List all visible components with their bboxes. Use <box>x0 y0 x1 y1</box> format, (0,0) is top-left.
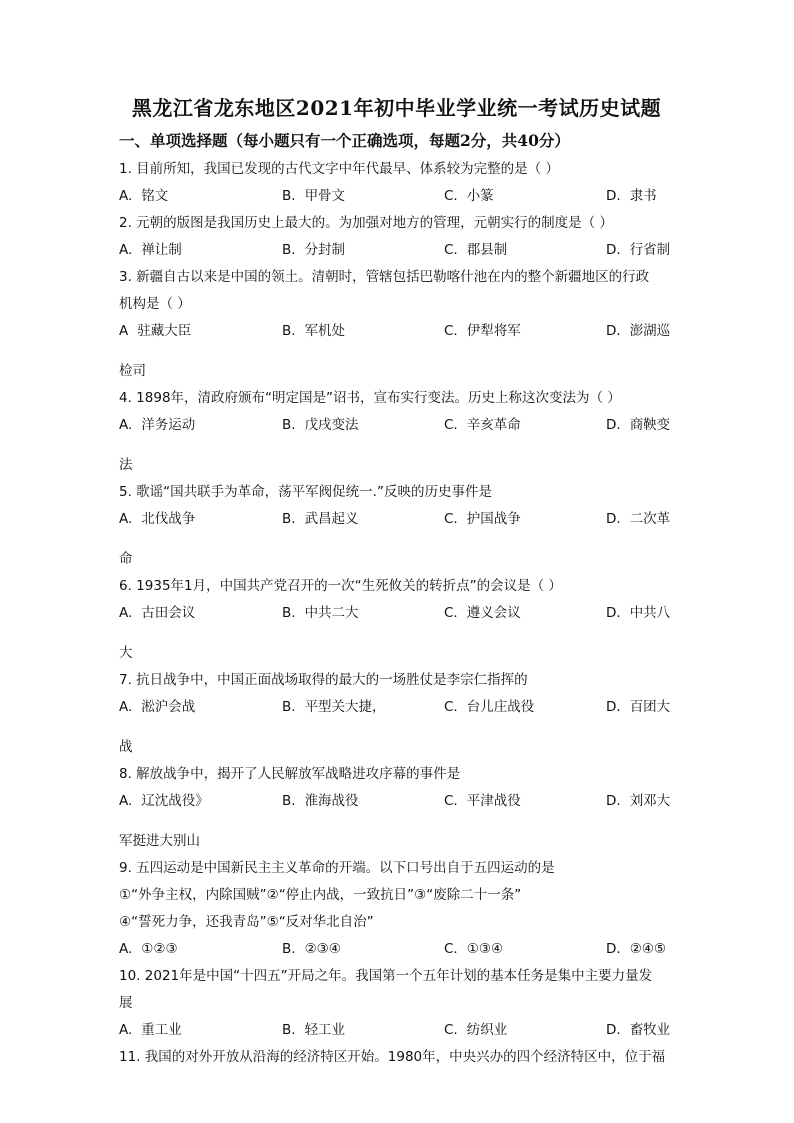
option-letter: D. <box>606 605 621 621</box>
options-row <box>119 237 674 264</box>
options-row <box>119 600 674 640</box>
option-text: 商鞅变 <box>629 417 671 433</box>
question-11 <box>119 1044 674 1071</box>
option-text: 伊犁将军 <box>466 323 521 339</box>
option-text: 纺织业 <box>466 1022 508 1038</box>
option-letter: C. <box>444 605 458 621</box>
question-stem: 机构是（ ） <box>119 296 191 312</box>
question-stem: 11. 我国的对外开放从沿海的经济特区开始。1980年，中央兴办的四个经济特区中，位于福 <box>119 1049 666 1065</box>
section-heading: 一、单项选择题（每小题只有一个正确选项，每题2分，共40分） <box>119 131 570 150</box>
option-text: 军机处 <box>304 323 346 339</box>
option-letter: D. <box>606 417 621 433</box>
question-stem: 8. 解放战争中，揭开了人民解放军战略进攻序幕的事件是 <box>119 766 461 782</box>
option-text: 重工业 <box>141 1022 182 1038</box>
option-d <box>606 237 670 264</box>
question-stem: ①“外争主权，内除国贼”②“停止内战，一致抗日”③“废除二十一条” <box>119 887 522 903</box>
option-letter: B. <box>282 188 296 204</box>
option-letter: D. <box>606 793 621 809</box>
option-c <box>444 694 534 721</box>
option-text: 台儿庄战役 <box>466 699 535 715</box>
option-text: 戊戌变法 <box>304 417 359 433</box>
option-letter: A. <box>119 188 133 204</box>
option-letter: C. <box>444 941 458 957</box>
option-letter: A. <box>119 1022 133 1038</box>
option-a <box>119 1017 182 1044</box>
exam-page <box>119 92 674 1071</box>
question-7 <box>119 667 674 761</box>
question-stem: 2. 元朝的版图是我国历史上最大的。为加强对地方的管理，元朝实行的制度是（ ） <box>119 215 613 231</box>
option-letter: C. <box>444 511 458 527</box>
option-b <box>282 318 345 345</box>
option-d <box>606 1017 670 1044</box>
option-d <box>606 694 670 721</box>
option-b <box>282 183 345 210</box>
question-5 <box>119 479 674 573</box>
question-8 <box>119 761 674 855</box>
option-letter: B. <box>282 511 296 527</box>
option-letter: D. <box>606 699 621 715</box>
option-c <box>444 788 521 815</box>
options-row <box>119 183 674 210</box>
option-letter: B. <box>282 1022 296 1038</box>
option-a <box>119 788 209 815</box>
option-b <box>282 506 359 533</box>
option-letter: C. <box>444 417 458 433</box>
option-d <box>606 412 670 439</box>
option-continuation: 检司 <box>119 363 146 379</box>
option-letter: A. <box>119 699 133 715</box>
question-stem: 9. 五四运动是中国新民主主义革命的开端。以下口号出自于五四运动的是 <box>119 860 555 876</box>
question-stem: 展 <box>119 995 133 1011</box>
option-c <box>444 237 507 264</box>
option-continuation: 战 <box>119 739 133 755</box>
option-continuation: 大 <box>119 645 133 661</box>
option-a <box>119 183 168 210</box>
option-a <box>119 318 191 345</box>
option-text: 畜牧业 <box>629 1022 671 1038</box>
option-text: 洋务运动 <box>141 417 196 433</box>
option-b <box>282 600 359 627</box>
option-d <box>606 600 670 627</box>
question-stem: 1. 目前所知，我国已发现的古代文字中年代最早、体系较为完整的是（ ） <box>119 161 559 177</box>
question-stem: 10. 2021年是中国“十四五”开局之年。我国第一个五年计划的基本任务是集中主要力量发 <box>119 968 653 984</box>
option-c <box>444 936 503 963</box>
options-row <box>119 318 674 358</box>
option-letter: D. <box>606 511 621 527</box>
option-letter: B. <box>282 941 296 957</box>
option-letter: A. <box>119 242 133 258</box>
option-text: 北伐战争 <box>141 511 196 527</box>
options-row <box>119 694 674 734</box>
question-stem: 5. 歌谣“国共联手为革命，荡平军阀促统一.”反映的历史事件是 <box>119 484 492 500</box>
option-d <box>606 788 670 815</box>
question-10 <box>119 963 674 1044</box>
option-text: 淮海战役 <box>304 793 359 809</box>
option-a <box>119 600 195 627</box>
option-letter: C. <box>444 323 458 339</box>
option-text: 平津战役 <box>466 793 521 809</box>
option-text: 中共二大 <box>304 605 359 621</box>
option-text: 武昌起义 <box>304 511 359 527</box>
option-b <box>282 237 345 264</box>
question-6 <box>119 573 674 667</box>
options-row <box>119 936 674 963</box>
option-a <box>119 936 178 963</box>
option-text: 护国战争 <box>466 511 521 527</box>
option-letter: C. <box>444 699 458 715</box>
option-letter: A. <box>119 941 133 957</box>
option-letter: D. <box>606 188 621 204</box>
option-letter: C. <box>444 793 458 809</box>
option-a <box>119 412 195 439</box>
option-a <box>119 694 195 721</box>
option-letter: D. <box>606 323 621 339</box>
option-a <box>119 506 195 533</box>
option-continuation: 军挺进大别山 <box>119 833 200 849</box>
option-text: 甲骨文 <box>304 188 346 204</box>
option-text: 小篆 <box>466 188 494 204</box>
option-d <box>606 318 670 345</box>
options-row <box>119 506 674 546</box>
option-text: 轻工业 <box>304 1022 346 1038</box>
option-text: 澎湖巡 <box>629 323 671 339</box>
question-stem: ④“誓死力争，还我青岛”⑤“反对华北自治” <box>119 914 374 930</box>
option-letter: D. <box>606 941 621 957</box>
option-text: ①③④ <box>466 941 504 957</box>
question-list <box>119 156 674 1071</box>
question-stem: 3. 新疆自古以来是中国的领土。清朝时，管辖包括巴勒喀什池在内的整个新疆地区的行政 <box>119 269 650 285</box>
question-4 <box>119 385 674 479</box>
option-letter: A. <box>119 605 133 621</box>
option-b <box>282 936 341 963</box>
option-letter: C. <box>444 242 458 258</box>
option-letter: B. <box>282 793 296 809</box>
option-d <box>606 506 670 533</box>
option-c <box>444 318 521 345</box>
option-letter: C. <box>444 188 458 204</box>
option-text: 古田会议 <box>141 605 196 621</box>
option-b <box>282 412 359 439</box>
option-text: 隶书 <box>629 188 657 204</box>
option-letter: A. <box>119 793 133 809</box>
options-row <box>119 412 674 452</box>
option-letter: B. <box>282 323 296 339</box>
question-stem: 4. 1898年，清政府颁布“明定国是”诏书，宣布实行变法。历史上称这次变法为（ ） <box>119 390 621 406</box>
option-continuation: 命 <box>119 551 133 567</box>
question-9 <box>119 855 674 963</box>
option-letter: B. <box>282 699 296 715</box>
option-b <box>282 1017 345 1044</box>
option-text: 分封制 <box>304 242 346 258</box>
option-d <box>606 183 657 210</box>
option-letter: C. <box>444 1022 458 1038</box>
question-stem: 7. 抗日战争中，中国正面战场取得的最大的一场胜仗是李宗仁指挥的 <box>119 672 528 688</box>
option-continuation: 法 <box>119 457 133 473</box>
option-c <box>444 412 521 439</box>
option-text: 淞沪会战 <box>141 699 196 715</box>
option-text: 禅让制 <box>141 242 182 258</box>
option-text: 遵义会议 <box>466 605 521 621</box>
question-2 <box>119 210 674 264</box>
option-text: ②③④ <box>304 941 341 957</box>
exam-title: 黑龙江省龙东地区2021年初中毕业学业统一考试历史试题 <box>131 96 662 120</box>
option-d <box>606 936 666 963</box>
option-text: 驻藏大臣 <box>137 323 192 339</box>
option-b <box>282 694 386 721</box>
question-1 <box>119 156 674 210</box>
option-text: 辛亥革命 <box>466 417 521 433</box>
option-text: 铭文 <box>141 188 169 204</box>
option-c <box>444 506 521 533</box>
option-c <box>444 1017 507 1044</box>
option-text: 郡县制 <box>466 242 508 258</box>
option-text: 行省制 <box>629 242 671 258</box>
option-letter: B. <box>282 605 296 621</box>
option-letter: A. <box>119 417 133 433</box>
option-b <box>282 788 359 815</box>
option-text: ②④⑤ <box>629 941 666 957</box>
option-text: 辽沈战役》 <box>141 793 209 809</box>
option-letter: A. <box>119 511 133 527</box>
option-text: 二次革 <box>629 511 671 527</box>
option-text: 平型关大捷， <box>304 699 386 715</box>
option-c <box>444 183 494 210</box>
options-row <box>119 1017 674 1044</box>
question-stem: 6. 1935年1月，中国共产党召开的一次“生死攸关的转折点”的会议是（ ） <box>119 578 562 594</box>
option-letter: B. <box>282 417 296 433</box>
option-letter: D. <box>606 242 621 258</box>
options-row <box>119 788 674 828</box>
option-a <box>119 237 182 264</box>
option-letter: D. <box>606 1022 621 1038</box>
option-text: 刘邓大 <box>629 793 671 809</box>
question-3 <box>119 264 674 385</box>
option-text: ①②③ <box>141 941 178 957</box>
option-letter: B. <box>282 242 296 258</box>
option-text: 百团大 <box>629 699 671 715</box>
option-text: 中共八 <box>629 605 671 621</box>
option-c <box>444 600 521 627</box>
option-letter: A <box>119 323 129 339</box>
